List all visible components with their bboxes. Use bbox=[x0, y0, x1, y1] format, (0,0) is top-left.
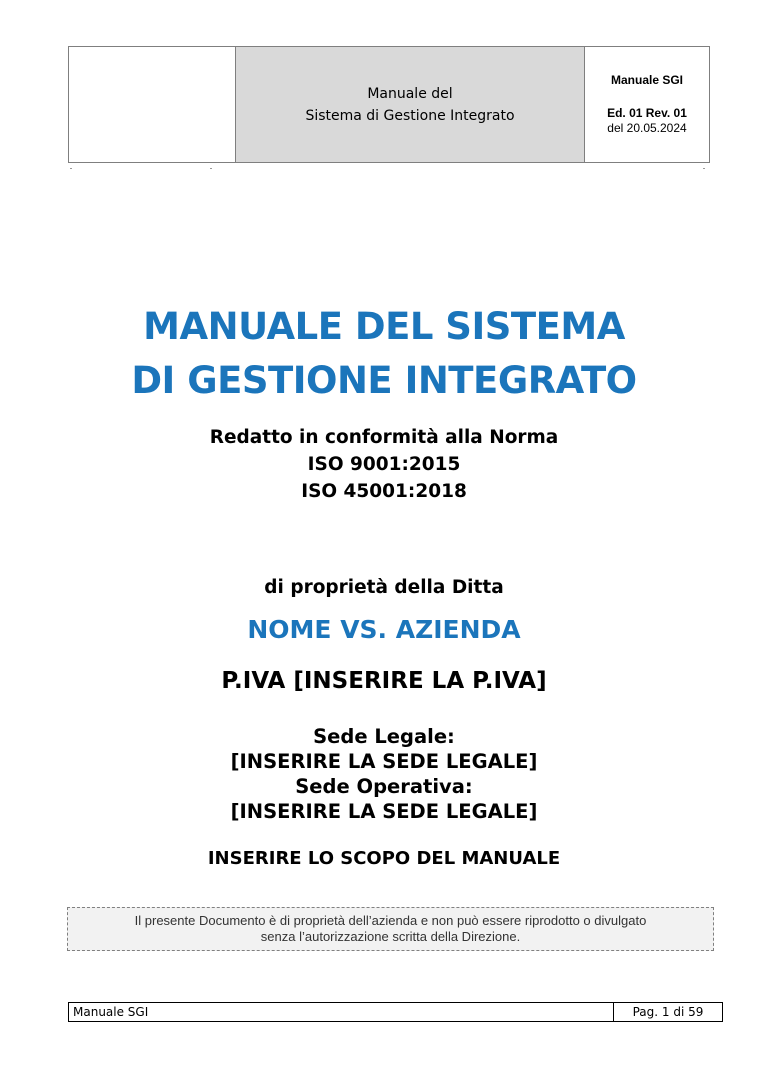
tick-mark bbox=[210, 168, 212, 169]
ownership-notice bbox=[67, 907, 714, 951]
manual-scope: INSERIRE LO SCOPO DEL MANUALE bbox=[207, 848, 561, 869]
legal-address-value: [INSERIRE LA SEDE LEGALE] bbox=[230, 750, 538, 773]
operative-address-value: [INSERIRE LA SEDE LEGALE] bbox=[230, 800, 538, 823]
vat-number: P.IVA [INSERIRE LA P.IVA] bbox=[221, 668, 547, 694]
conformity-block bbox=[0, 424, 768, 505]
header-meta-cell bbox=[585, 47, 710, 163]
header-title-cell bbox=[236, 47, 585, 163]
tick-mark bbox=[70, 168, 72, 169]
page-footer bbox=[68, 1002, 723, 1022]
tick-mark bbox=[703, 168, 705, 169]
legal-address-label: Sede Legale: bbox=[313, 725, 455, 748]
header-edition: Ed. 01 Rev. 01 bbox=[607, 106, 687, 120]
owner-label: di proprietà della Ditta bbox=[264, 577, 504, 598]
header-table bbox=[68, 46, 710, 163]
conformity-text: Redatto in conformità alla Norma bbox=[209, 427, 559, 448]
address-block bbox=[0, 724, 768, 824]
company-name: NOME VS. AZIENDA bbox=[247, 615, 521, 644]
main-title-line1: MANUALE DEL SISTEMA bbox=[143, 305, 625, 348]
standard-iso9001: ISO 9001:2015 bbox=[307, 454, 461, 475]
notice-line2: senza l’autorizzazione scritta della Direzione. bbox=[260, 929, 521, 944]
operative-address-label: Sede Operativa: bbox=[295, 775, 473, 798]
notice-line1: Il presente Documento è di proprietà dell’azienda e non può essere riprodotto o divulgato bbox=[134, 913, 647, 928]
footer-page-number: Pag. 1 di 59 bbox=[632, 1005, 704, 1019]
main-title-line2: DI GESTIONE INTEGRATO bbox=[131, 359, 637, 402]
logo-cell bbox=[69, 47, 236, 163]
header-date: del 20.05.2024 bbox=[607, 121, 687, 135]
footer-doc-name: Manuale SGI bbox=[69, 1003, 614, 1021]
header-title-line2: Sistema di Gestione Integrato bbox=[305, 107, 515, 124]
header-doc-code: Manuale SGI bbox=[610, 73, 684, 87]
standard-iso45001: ISO 45001:2018 bbox=[301, 481, 467, 502]
main-title bbox=[0, 300, 768, 408]
header-title-line1: Manuale del bbox=[367, 85, 453, 102]
